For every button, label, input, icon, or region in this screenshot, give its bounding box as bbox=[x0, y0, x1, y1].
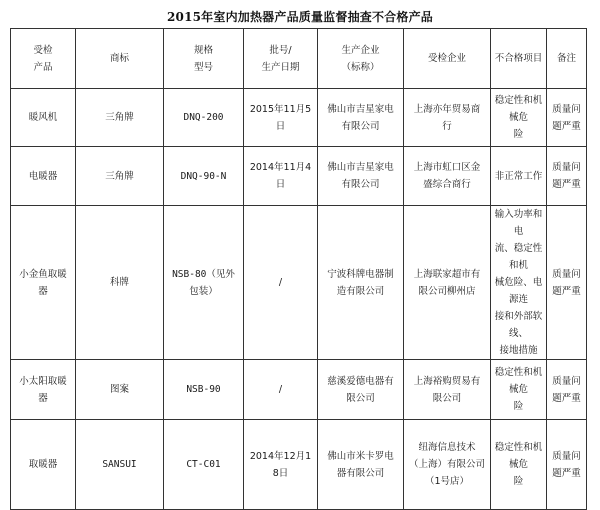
cell-manufacturer: 宁波科牌电器制 造有限公司 bbox=[318, 206, 404, 360]
cell-brand: 图案 bbox=[76, 360, 164, 420]
cell-brand: 三角牌 bbox=[76, 89, 164, 147]
cell-defect: 输入功率和电 流、稳定性和机 械危险、电源连 接和外部软线、 接地措施 bbox=[491, 206, 547, 360]
cell-inspected-company: 纽海信息技术 （上海）有限公司 （1号店） bbox=[404, 420, 491, 510]
cell-brand: SANSUI bbox=[76, 420, 164, 510]
header-batch: 批号/ 生产日期 bbox=[244, 29, 318, 89]
cell-manufacturer: 佛山市吉星家电 有限公司 bbox=[318, 89, 404, 147]
cell-spec: NSB-80（见外 包装） bbox=[164, 206, 244, 360]
cell-product: 电暖器 bbox=[11, 147, 76, 206]
nonconforming-products-table bbox=[10, 28, 587, 510]
cell-spec: DNQ-90-N bbox=[164, 147, 244, 206]
header-manufacturer: 生产企业 （标称） bbox=[318, 29, 404, 89]
header-remark: 备注 bbox=[547, 29, 587, 89]
cell-defect: 稳定性和机械危 险 bbox=[491, 360, 547, 420]
table-header-row bbox=[11, 29, 587, 89]
header-inspected-company: 受检企业 bbox=[404, 29, 491, 89]
cell-inspected-company: 上海亦年贸易商 行 bbox=[404, 89, 491, 147]
cell-batch: / bbox=[244, 360, 318, 420]
header-defect: 不合格项目 bbox=[491, 29, 547, 89]
cell-defect: 非正常工作 bbox=[491, 147, 547, 206]
cell-remark: 质量问 题严重 bbox=[547, 89, 587, 147]
cell-manufacturer: 慈溪爱德电器有 限公司 bbox=[318, 360, 404, 420]
page-title: 2015年室内加热器产品质量监督抽查不合格产品 bbox=[166, 10, 433, 24]
table-row bbox=[11, 89, 587, 147]
cell-remark: 质量问 题严重 bbox=[547, 147, 587, 206]
cell-remark: 质量问 题严重 bbox=[547, 206, 587, 360]
cell-manufacturer: 佛山市吉星家电 有限公司 bbox=[318, 147, 404, 206]
cell-inspected-company: 上海市虹口区金 盛综合商行 bbox=[404, 147, 491, 206]
cell-defect: 稳定性和机械危 险 bbox=[491, 420, 547, 510]
cell-product: 小金鱼取暖 器 bbox=[11, 206, 76, 360]
cell-spec: DNQ-200 bbox=[164, 89, 244, 147]
cell-brand: 科牌 bbox=[76, 206, 164, 360]
cell-manufacturer: 佛山市米卡罗电 器有限公司 bbox=[318, 420, 404, 510]
table-row bbox=[11, 147, 587, 206]
cell-product: 小太阳取暖 器 bbox=[11, 360, 76, 420]
cell-inspected-company: 上海联家超市有 限公司柳州店 bbox=[404, 206, 491, 360]
cell-batch: / bbox=[244, 206, 318, 360]
cell-remark: 质量问 题严重 bbox=[547, 360, 587, 420]
cell-product: 暖风机 bbox=[11, 89, 76, 147]
cell-batch: 2014年12月18日 bbox=[244, 420, 318, 510]
header-product: 受检 产品 bbox=[11, 29, 76, 89]
cell-brand: 三角牌 bbox=[76, 147, 164, 206]
table-row bbox=[11, 206, 587, 360]
cell-remark: 质量问 题严重 bbox=[547, 420, 587, 510]
cell-inspected-company: 上海裕购贸易有 限公司 bbox=[404, 360, 491, 420]
table-row bbox=[11, 360, 587, 420]
cell-spec: NSB-90 bbox=[164, 360, 244, 420]
cell-spec: CT-C01 bbox=[164, 420, 244, 510]
cell-batch: 2014年11月4日 bbox=[244, 147, 318, 206]
cell-product: 取暖器 bbox=[11, 420, 76, 510]
cell-defect: 稳定性和机械危 险 bbox=[491, 89, 547, 147]
cell-batch: 2015年11月5日 bbox=[244, 89, 318, 147]
table-row bbox=[11, 420, 587, 510]
header-spec: 规格 型号 bbox=[164, 29, 244, 89]
header-brand: 商标 bbox=[76, 29, 164, 89]
